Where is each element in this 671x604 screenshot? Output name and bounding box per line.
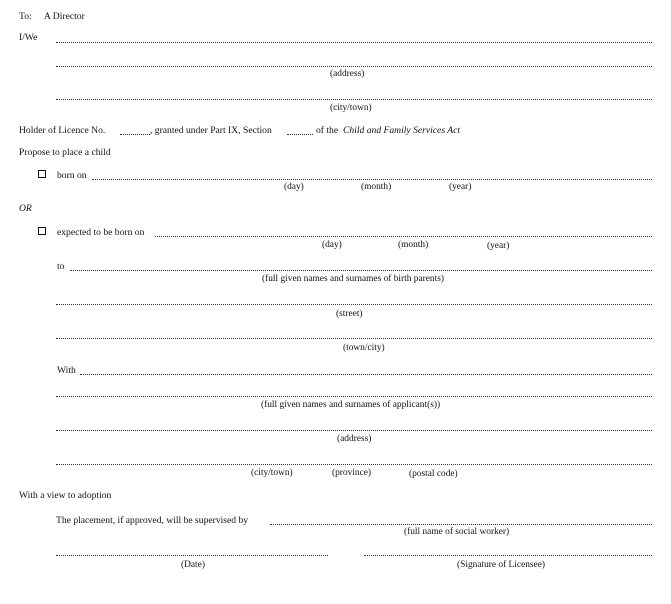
expected-day-caption: (day) bbox=[322, 240, 342, 250]
birth-date-field[interactable] bbox=[92, 179, 652, 180]
expected-date-field[interactable] bbox=[155, 236, 652, 237]
applicant-names-field-1[interactable] bbox=[80, 374, 652, 375]
social-worker-field[interactable] bbox=[270, 524, 652, 525]
applicant-names-field-2[interactable] bbox=[56, 396, 652, 397]
with-label: With bbox=[57, 365, 76, 376]
of-text: of the bbox=[316, 125, 339, 136]
propose-text: Propose to place a child bbox=[19, 147, 111, 158]
applicant-address-field[interactable] bbox=[56, 66, 652, 67]
birth-parents-town-field[interactable] bbox=[56, 338, 652, 339]
applicant-location-field[interactable] bbox=[56, 464, 652, 465]
applicant-city-caption: (city/town) bbox=[251, 468, 293, 478]
signature-field[interactable] bbox=[364, 555, 652, 556]
adoption-text: With a view to adoption bbox=[19, 490, 112, 501]
signature-caption: (Signature of Licensee) bbox=[457, 560, 545, 570]
street-caption: (street) bbox=[336, 309, 363, 319]
postal-code-caption: (postal code) bbox=[409, 469, 458, 479]
date-field[interactable] bbox=[56, 555, 328, 556]
applicant-names-caption: (full given names and surnames of applicant(s)) bbox=[261, 400, 441, 410]
or-text: OR bbox=[19, 203, 32, 214]
granted-text: , granted under Part IX, Section bbox=[150, 125, 272, 136]
expected-birth-label: expected to be born on bbox=[57, 227, 145, 238]
licence-number-field[interactable] bbox=[120, 134, 150, 135]
social-worker-caption: (full name of social worker) bbox=[404, 527, 510, 537]
licence-holder-label: Holder of Licence No. bbox=[19, 125, 106, 136]
born-on-label: born on bbox=[57, 170, 87, 181]
applicant-city-field[interactable] bbox=[56, 99, 652, 100]
to-label: To: bbox=[19, 11, 32, 22]
born-on-checkbox[interactable] bbox=[38, 170, 46, 178]
expected-birth-checkbox[interactable] bbox=[38, 227, 46, 235]
to-birth-parents-label: to bbox=[57, 261, 65, 272]
town-caption: (town/city) bbox=[343, 343, 385, 353]
applicant-address-caption: (address) bbox=[337, 434, 372, 444]
expected-month-caption: (month) bbox=[398, 240, 429, 250]
act-title: Child and Family Services Act bbox=[343, 125, 461, 136]
section-field[interactable] bbox=[287, 134, 313, 135]
iwe-label: I/We bbox=[19, 32, 38, 43]
birth-parents-caption: (full given names and surnames of birth parents) bbox=[262, 274, 444, 284]
date-caption: (Date) bbox=[181, 560, 205, 570]
born-month-caption: (month) bbox=[361, 182, 392, 192]
applicant-name-field[interactable] bbox=[56, 42, 652, 43]
birth-parents-street-field[interactable] bbox=[56, 304, 652, 305]
address-caption: (address) bbox=[330, 69, 365, 79]
expected-year-caption: (year) bbox=[487, 241, 510, 251]
born-year-caption: (year) bbox=[449, 182, 472, 192]
birth-parents-name-field[interactable] bbox=[70, 270, 652, 271]
province-caption: (province) bbox=[332, 468, 372, 478]
born-day-caption: (day) bbox=[284, 182, 304, 192]
to-recipient: A Director bbox=[44, 11, 85, 22]
city-caption: (city/town) bbox=[330, 103, 372, 113]
applicant-address-field-2[interactable] bbox=[56, 430, 652, 431]
placement-text: The placement, if approved, will be supervised by bbox=[56, 515, 249, 526]
